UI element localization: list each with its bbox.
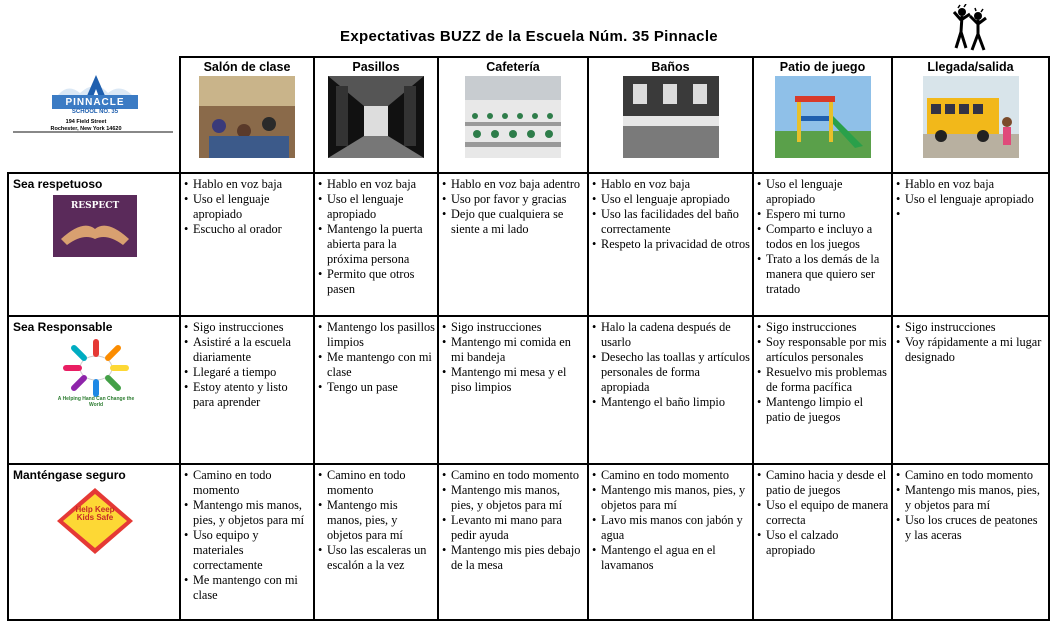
expectation-list: • Camino en todo momento • Mantengo mis manos, pies, y objetos para mí • Levanto mi mano para pedir ayuda • Mantengo mis pies debajo de la mesa [439, 468, 587, 573]
expectation-list: • Camino hacia y desde el patio de juegos • Uso el equipo de manera correcta • Uso el calzado apropiado [754, 468, 891, 558]
expectation-list: • Hablo en voz baja • Uso el lenguaje apropiado • Escucho al orador [181, 177, 313, 237]
expectation-list: • Hablo en voz baja adentro • Uso por favor y gracias • Dejo que cualquiera se siente a mi lado [439, 177, 587, 237]
school-bus-photo [923, 76, 1019, 158]
classroom-photo [199, 76, 295, 158]
safe-sign-text: Help Keep Kids Safe [75, 506, 115, 522]
page-title: Expectativas BUZZ de la Escuela Núm. 35 Pinnacle [340, 28, 718, 45]
expectation-list: • Camino en todo momento • Mantengo mis manos, pies, y objetos para mí • Uso las escaleras un escalón a la vez [315, 468, 437, 573]
expectation-list: • Halo la cadena después de usarlo • Desecho las toallas y artículos personales de forma apropiada • Mantengo el baño limpio [589, 320, 752, 410]
expectation-list: • Camino en todo momento • Mantengo mis manos, pies, y objetos para mí • Uso equipo y materiales correctamente • Me mantengo con mi clase [181, 468, 313, 603]
column-header: Baños [588, 57, 753, 173]
column-header: Cafetería [438, 57, 588, 173]
table-row [8, 464, 1049, 620]
helping-hands-icon [51, 338, 141, 414]
helping-hand-caption: A Helping Hand Can Change the World [57, 396, 135, 408]
expectation-list: • Sigo instrucciones • Asistiré a la escuela diariamente • Llegaré a tiempo • Estoy atento y listo para aprender [181, 320, 313, 410]
logo-name: PINNACLE [65, 97, 125, 108]
column-header: Pasillos [314, 57, 438, 173]
logo-address-1: 194 Field Street [65, 119, 107, 125]
row-label: Sea Responsable [13, 320, 113, 334]
expectation-list: • Hablo en voz baja • Uso el lenguaje apropiado [893, 177, 1048, 207]
respect-text: RESPECT [70, 201, 120, 211]
expectation-list: • Camino en todo momento • Mantengo mis manos, pies, y objetos para mí • Uso los cruces de peatones y las aceras [893, 468, 1048, 543]
respect-handshake-icon [53, 195, 137, 257]
dancing-kids-icon [952, 4, 988, 52]
column-header: Patio de juego [753, 57, 892, 173]
expectation-list: • Hablo en voz baja • Uso el lenguaje apropiado • Mantengo la puerta abierta para la próxima persona • Permito que otros pasen [315, 177, 437, 297]
keep-kids-safe-icon [53, 486, 137, 556]
logo-address-2: Rochester, New York 14620 [50, 126, 122, 132]
expectation-list: • Uso el lenguaje apropiado • Espero mi turno • Comparto e incluyo a todos en los juegos • Trato a los demás de la manera que quiero ser tratado [754, 177, 891, 297]
expectation-list: • Camino en todo momento • Mantengo mis manos, pies, y objetos para mí • Lavo mis manos con jabón y agua • Mantengo el agua en el lavamanos [589, 468, 752, 573]
column-header: Llegada/salida [892, 57, 1049, 173]
playground-photo [775, 76, 871, 158]
expectation-list: • Sigo instrucciones • Voy rápidamente a mi lugar designado [893, 320, 1048, 365]
row-label: Manténgase seguro [13, 468, 126, 482]
expectation-list: • Sigo instrucciones • Mantengo mi comida en mi bandeja • Mantengo mi mesa y el piso limpios [439, 320, 587, 395]
column-header: Salón de clase [180, 57, 314, 173]
row-label: Sea respetuoso [13, 177, 103, 191]
bathroom-photo [623, 76, 719, 158]
expectation-list: • Mantengo los pasillos limpios • Me mantengo con mi clase • Tengo un pase [315, 320, 437, 395]
table-row [8, 173, 1049, 316]
table-row [8, 316, 1049, 464]
hallway-photo [328, 76, 424, 158]
expectation-list: • Hablo en voz baja • Uso el lenguaje apropiado • Uso las facilidades del baño correctamente • Respeto la privacidad de otros [589, 177, 752, 252]
logo-school: SCHOOL NO. 35 [71, 109, 119, 115]
school-logo [8, 57, 180, 173]
cafeteria-photo [465, 76, 561, 158]
expectation-list: • Sigo instrucciones • Soy responsable por mis artículos personales • Resuelvo mis problemas de forma pacífica • Mantengo limpio el patio de juegos [754, 320, 891, 425]
expectations-table [7, 56, 1050, 621]
